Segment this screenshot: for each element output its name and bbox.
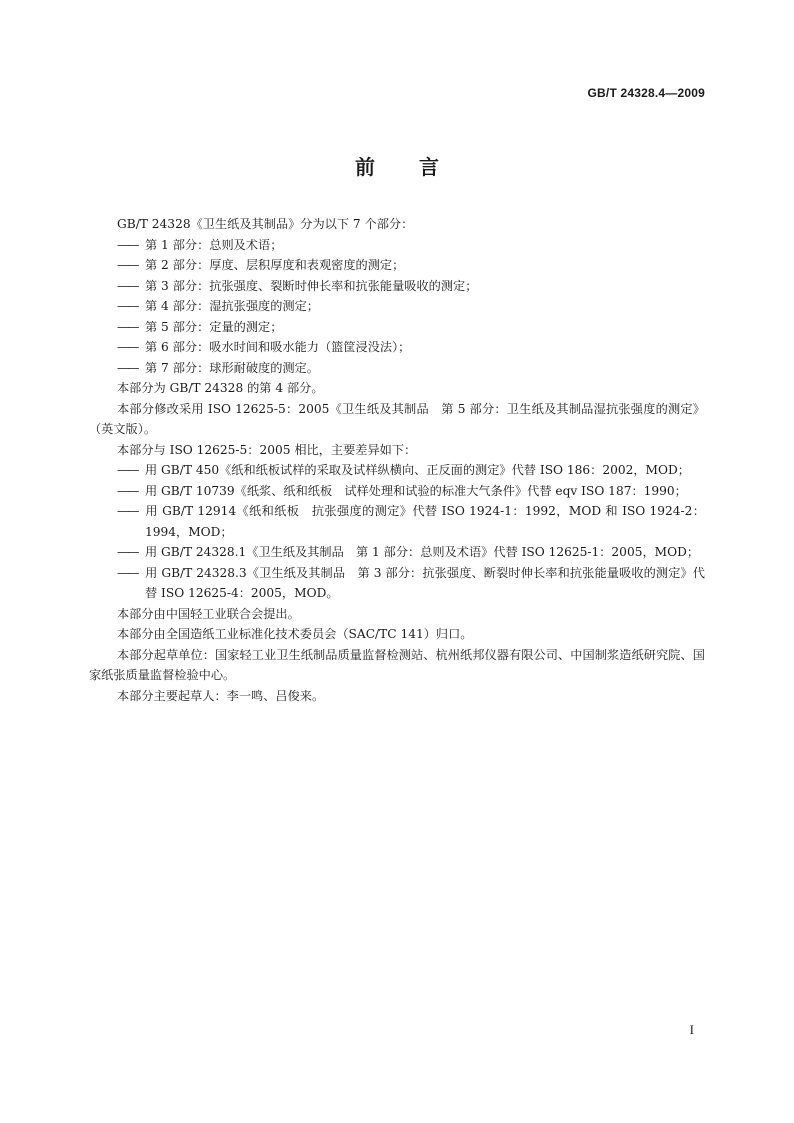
paragraph: 本部分起草单位：国家轻工业卫生纸制品质量监督检测站、杭州纸邦仪器有限公司、中国制浆造纸研究院、国家纸张质量监督检验中心。 (89, 647, 705, 682)
paragraph: 本部分由中国轻工业联合会提出。 (117, 606, 300, 621)
page-title (0, 151, 794, 180)
list-item: —— 用 GB/T 10739《纸浆、纸和纸板 试样处理和试验的标准大气条件》代替 eqv ISO 187：1990； (117, 483, 687, 498)
list-item: —— 第 4 部分：湿抗张强度的测定； (117, 299, 319, 313)
list-item: —— 第 7 部分：球形耐破度的测定。 (117, 360, 319, 375)
list-item: —— 第 5 部分：定量的测定； (117, 319, 283, 334)
paragraph: 本部分修改采用 ISO 12625-5：2005《卫生纸及其制品 第 5 部分：卫生纸及其制品湿抗张强度的测定》（英文版）。 (89, 401, 705, 436)
paragraph: 本部分与 ISO 12625-5：2005 相比，主要差异如下： (117, 442, 417, 457)
list-item: —— 用 GB/T 12914《纸和纸板 抗张强度的测定》代替 ISO 1924-1：1992，MOD 和 ISO 1924-2：1994，MOD； (117, 504, 705, 539)
foreword-body (89, 214, 705, 706)
list-item: —— 第 6 部分：吸水时间和吸水能力（篮筐浸没法）； (117, 340, 411, 354)
paragraph: GB/T 24328《卫生纸及其制品》分为以下 7 个部分： (117, 217, 414, 231)
list-item: —— 第 2 部分：厚度、层积厚度和表观密度的测定； (117, 258, 405, 272)
list-item: —— 用 GB/T 24328.1《卫生纸及其制品 第 1 部分：总则及术语》代替 ISO 12625-1：2005，MOD； (117, 545, 700, 559)
paragraph: 本部分主要起草人：李一鸣、吕俊来。 (117, 688, 325, 703)
list-item: —— 第 3 部分：抗张强度、裂断时伸长率和抗张能量吸收的测定； (117, 278, 478, 293)
list-item: —— 第 1 部分：总则及术语； (117, 237, 283, 252)
paragraph: 本部分由全国造纸工业标准化技术委员会（SAC/TC 141）归口。 (117, 627, 473, 641)
list-item: —— 用 GB/T 24328.3《卫生纸及其制品 第 3 部分：抗张强度、断裂时伸长率和抗张能量吸收的测定》代替 ISO 12625-4：2005，MOD。 (117, 565, 705, 600)
page-number: I (689, 1022, 694, 1037)
list-item: —— 用 GB/T 450《纸和纸板试样的采取及试样纵横向、正反面的测定》代替 ISO 186：2002，MOD； (117, 463, 690, 477)
title-char-1: 前 (355, 155, 375, 179)
paragraph: 本部分为 GB/T 24328 的第 4 部分。 (117, 381, 324, 395)
standard-code: GB/T 24328.4—2009 (587, 86, 705, 100)
title-char-2: 言 (419, 155, 439, 179)
